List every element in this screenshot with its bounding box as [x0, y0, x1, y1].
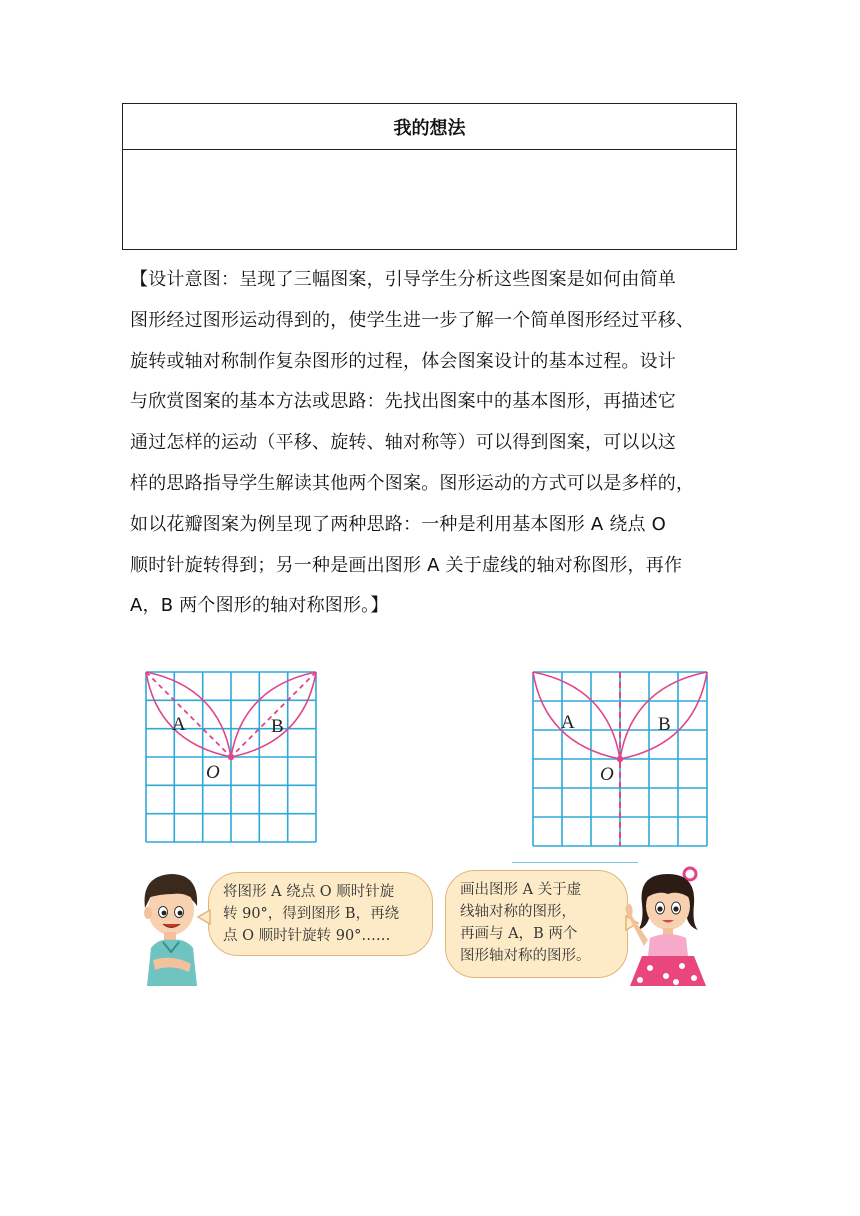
point-o-dot — [228, 754, 234, 760]
point-o-dot — [617, 756, 623, 762]
bubble-line: 转 90°，得到图形 B，再绕 — [223, 906, 400, 922]
speech-bubble-rotation — [208, 872, 433, 956]
girl-illustration — [620, 864, 715, 986]
label-b: B — [658, 714, 671, 735]
idea-table — [122, 103, 737, 250]
label-o: O — [600, 764, 614, 785]
reflection-petal-figure — [528, 668, 713, 852]
bubble-line: 图形轴对称的图形。 — [460, 948, 591, 964]
paragraph-line: A，B 两个图形的轴对称图形。】 — [130, 595, 389, 617]
bubble-line: 线轴对称的图形， — [460, 904, 576, 920]
paragraph-line: 与欣赏图案的基本方法或思路：先找出图案中的基本图形，再描述它 — [130, 391, 676, 413]
bubble-line: 再画与 A，B 两个 — [460, 926, 578, 942]
paragraph-line: 样的思路指导学生解读其他两个图案。图形运动的方式可以是多样的， — [130, 472, 695, 494]
paragraph-line: 通过怎样的运动（平移、旋转、轴对称等）可以得到图案，可以以这 — [130, 432, 676, 454]
idea-table-body — [123, 150, 736, 249]
label-a: A — [561, 712, 575, 733]
speech-bubble-reflection — [445, 870, 628, 978]
paragraph-line: 顺时针旋转得到；另一种是画出图形 A 关于虚线的轴对称图形，再作 — [130, 554, 683, 576]
label-a: A — [172, 714, 186, 735]
bubble-line: 将图形 A 绕点 O 顺时针旋 — [223, 884, 395, 900]
paragraph-line: 旋转或轴对称制作复杂图形的过程，体会图案设计的基本过程。设计 — [130, 350, 676, 372]
rotation-petal-figure — [140, 668, 325, 848]
paragraph-line: 如以花瓣图案为例呈现了两种思路：一种是利用基本图形 A 绕点 O — [130, 513, 667, 535]
bubble-line: 画出图形 A 关于虚 — [460, 882, 582, 898]
paragraph-line: 【设计意图：呈现了三幅图案，引导学生分析这些图案是如何由简单 — [130, 269, 676, 290]
label-b: B — [271, 716, 284, 737]
label-o: O — [206, 762, 220, 783]
paragraph-line: 图形经过图形运动得到的，使学生进一步了解一个简单图形经过平移、 — [130, 309, 695, 331]
idea-table-header: 我的想法 — [123, 104, 736, 150]
decorative-rule — [512, 862, 638, 863]
design-intent-paragraph — [130, 260, 740, 627]
bubble-line: 点 O 顺时针旋转 90°…… — [223, 928, 391, 944]
boy-illustration — [133, 868, 208, 986]
speech-bubble-tail — [196, 908, 212, 926]
